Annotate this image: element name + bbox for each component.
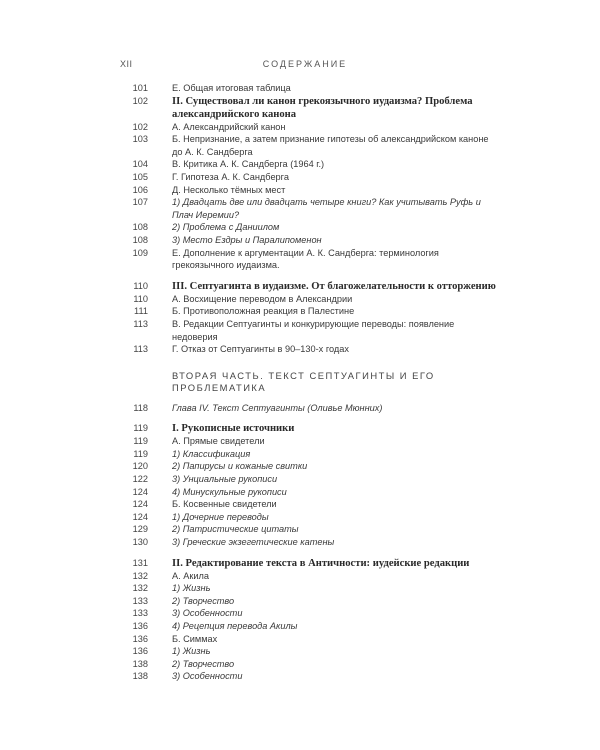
entry-title: 1) Жизнь <box>172 646 211 657</box>
page-number: 113 <box>133 318 148 329</box>
page-number: 124 <box>132 499 148 510</box>
page-number: 119 <box>133 448 148 459</box>
page-number: 109 <box>132 247 148 258</box>
page-header <box>120 59 490 73</box>
page-number: 133 <box>132 595 148 606</box>
entry-title: Е. Общая итоговая таблица <box>172 83 291 93</box>
page-number: 107 <box>132 197 148 208</box>
toc-entry[interactable] <box>120 658 500 671</box>
toc-entry[interactable] <box>120 121 500 134</box>
entry-title: Б. Противоположная реакция в Палестине <box>172 306 355 317</box>
entry-title: Б. Непризнание, а затем признание гипотезы об александрийском каноне до А. К. Сандберга <box>172 134 489 157</box>
running-title: СОДЕРЖАНИЕ <box>262 59 348 69</box>
toc-entry[interactable] <box>120 158 500 171</box>
toc-entry[interactable] <box>120 670 500 683</box>
entry-title: 1) Дочерние переводы <box>172 511 269 522</box>
entry-title: А. Прямые свидетели <box>172 436 265 447</box>
table-of-contents <box>120 82 500 683</box>
page-number: 131 <box>132 557 148 568</box>
page-number: 101 <box>132 83 148 93</box>
entry-title: Е. Дополнение к аргументации А. К. Сандберга: терминология грекоязычного иудаизма. <box>172 247 439 271</box>
entry-title: Д. Несколько тёмных мест <box>172 184 286 195</box>
toc-entry[interactable] <box>120 620 500 633</box>
page-number: 118 <box>133 402 148 413</box>
entry-title: Г. Отказ от Септуагинты в 90–130-х годах <box>172 344 349 355</box>
entry-title: 3) Место Ездры и Паралипоменон <box>172 234 322 245</box>
page-number: 138 <box>132 671 148 682</box>
page-number: 108 <box>132 222 148 233</box>
toc-entry[interactable] <box>120 486 500 499</box>
part-heading: ВТОРАЯ ЧАСТЬ. ТЕКСТ СЕПТУАГИНТЫ И ЕГО ПРОБЛЕМАТИКА <box>172 369 435 393</box>
entry-title: А. Восхищение переводом в Александрии <box>172 293 353 304</box>
page-number: 119 <box>133 436 148 447</box>
entry-title: 1) Жизнь <box>172 583 211 594</box>
toc-entry[interactable] <box>120 595 500 608</box>
page-number: 111 <box>134 306 148 317</box>
page-number: 133 <box>132 608 148 619</box>
toc-entry[interactable] <box>120 305 500 318</box>
entry-title: 3) Особенности <box>172 608 243 619</box>
page-number: 108 <box>132 234 148 245</box>
toc-entry[interactable] <box>120 196 500 221</box>
toc-entry[interactable] <box>120 633 500 646</box>
page-number: 124 <box>132 511 148 522</box>
entry-title: 4) Рецепция перевода Акилы <box>172 621 298 631</box>
page-number: 110 <box>133 280 148 291</box>
page-number: 104 <box>132 159 148 170</box>
entry-title: В. Редакции Септуагинты и конкурирующие переводы: появление недоверия <box>172 318 455 342</box>
entry-title: 2) Творчество <box>172 595 235 606</box>
toc-entry[interactable] <box>120 570 500 583</box>
page-number: 102 <box>132 121 148 132</box>
toc-entry[interactable] <box>120 221 500 234</box>
toc-entry[interactable] <box>120 582 500 595</box>
page-number: 136 <box>132 633 148 644</box>
toc-section-entry[interactable] <box>120 422 500 435</box>
entry-title: I. Рукописные источники <box>172 423 295 435</box>
entry-title: А. Александрийский канон <box>172 121 286 132</box>
toc-entry[interactable] <box>120 448 500 461</box>
toc-entry[interactable] <box>120 247 500 272</box>
toc-entry[interactable] <box>120 523 500 536</box>
page-number: 138 <box>132 658 148 669</box>
entry-title: В. Критика А. К. Сандберга (1964 г.) <box>172 159 325 170</box>
toc-chapter-entry[interactable] <box>120 402 500 415</box>
entry-title: 4) Минускульные рукописи <box>172 486 287 497</box>
entry-title: А. Акила <box>172 570 209 581</box>
entry-title: Глава IV. Текст Септуагинты (Оливье Мюнних) <box>172 402 383 413</box>
entry-title: 3) Унциальные рукописи <box>172 474 278 485</box>
entry-title: 3) Греческие экзегетические катены <box>172 537 335 548</box>
entry-title: 1) Двадцать две или двадцать четыре книги? Как учитывать Руфь и Плач Иеремии? <box>172 197 481 220</box>
page-number: 122 <box>132 474 148 485</box>
page-number: 136 <box>132 621 148 631</box>
toc-section-entry[interactable] <box>120 557 500 570</box>
entry-title: Г. Гипотеза А. К. Сандберга <box>172 171 289 182</box>
page-folio: XII <box>120 59 133 69</box>
page-number: 105 <box>132 171 148 182</box>
page-number: 132 <box>132 570 148 581</box>
page-number: 103 <box>132 134 148 145</box>
toc-entry[interactable] <box>120 435 500 448</box>
entry-title: 2) Проблема с Даниилом <box>172 222 280 233</box>
toc-entry[interactable] <box>120 607 500 620</box>
toc-entry[interactable] <box>120 511 500 524</box>
page-number: 110 <box>133 293 148 304</box>
entry-title: Б. Симмах <box>172 633 218 644</box>
entry-title: Б. Косвенные свидетели <box>172 499 277 510</box>
entry-title: 2) Творчество <box>172 658 235 669</box>
page-number: 119 <box>133 423 148 434</box>
toc-entry[interactable] <box>120 184 500 197</box>
page-number: 136 <box>132 646 148 657</box>
toc-section-entry[interactable] <box>120 280 500 293</box>
page-number: 130 <box>132 537 148 548</box>
toc-entry[interactable] <box>120 460 500 473</box>
toc-entry[interactable] <box>120 293 500 306</box>
page-number: 124 <box>132 486 148 497</box>
toc-entry[interactable] <box>120 171 500 184</box>
toc-entry[interactable] <box>120 536 500 549</box>
entry-title: II. Существовал ли канон грекоязычного иудаизма? Проблема александрийского канона <box>172 95 473 120</box>
toc-section-entry[interactable] <box>120 95 500 121</box>
entry-title: 3) Особенности <box>172 671 243 682</box>
entry-title: III. Септуагинта в иудаизме. От благожелательности к отторжению <box>172 280 496 292</box>
toc-entry[interactable] <box>120 645 500 658</box>
toc-entry[interactable] <box>120 133 500 158</box>
toc-entry[interactable] <box>120 473 500 486</box>
page-number: 106 <box>132 184 148 195</box>
toc-entry[interactable] <box>120 318 500 343</box>
page-number: 120 <box>132 461 148 472</box>
entry-title: II. Редактирование текста в Античности: иудейские редакции <box>172 557 470 569</box>
toc-entry[interactable] <box>120 234 500 247</box>
toc-entry[interactable] <box>120 343 500 356</box>
entry-title: 2) Патристические цитаты <box>172 524 299 535</box>
toc-entry[interactable] <box>120 498 500 511</box>
page-number: 129 <box>132 524 148 535</box>
toc-entry[interactable] <box>120 82 500 95</box>
entry-title: 1) Классификация <box>172 448 251 459</box>
page-number: 102 <box>132 95 148 106</box>
page-number: 132 <box>132 583 148 594</box>
page-number: 113 <box>133 344 148 355</box>
entry-title: 2) Папирусы и кожаные свитки <box>172 461 308 472</box>
